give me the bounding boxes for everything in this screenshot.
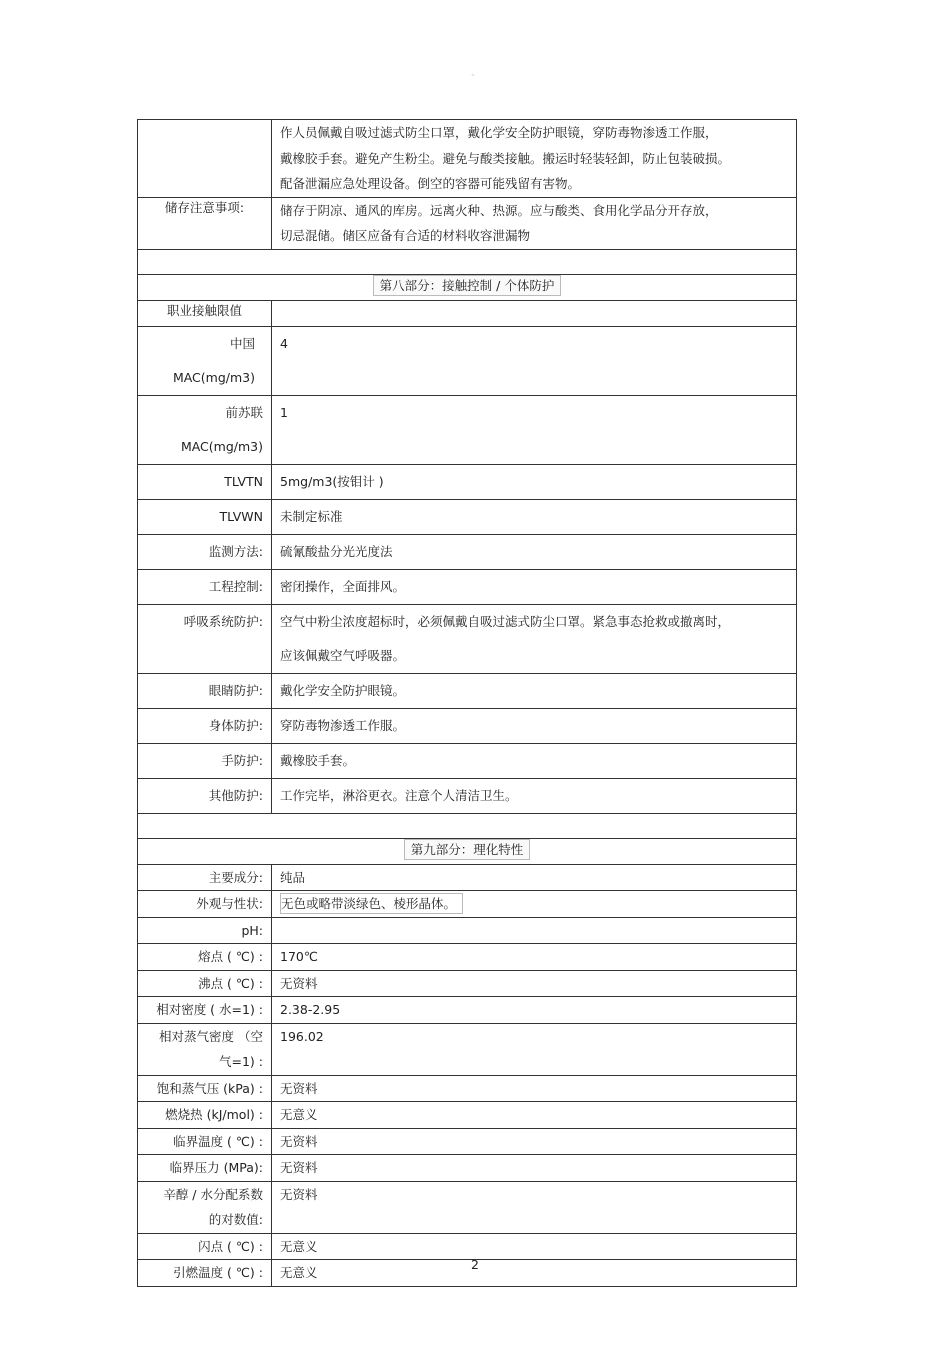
appearance-value: 无色或略带淡绿色、棱形晶体。 bbox=[280, 893, 463, 914]
row-label: pH: bbox=[138, 917, 272, 944]
row-label: 相对密度 ( 水=1) : bbox=[138, 997, 272, 1024]
text-line: 应该佩戴空气呼吸器。 bbox=[280, 647, 406, 663]
row-label: 闪点 ( ℃) : bbox=[138, 1233, 272, 1260]
row-value bbox=[272, 197, 797, 249]
row-label bbox=[138, 120, 272, 198]
text-line: 戴橡胶手套。避免产生粉尘。避免与酸类接触。搬运时轻装轻卸，防止包装破损。 bbox=[280, 150, 731, 166]
text-line: 辛醇 / 水分配系数 bbox=[163, 1186, 263, 1202]
text-line: 空气中粉尘浓度超标时，必须佩戴自吸过滤式防尘口罩。紧急事态抢救或撤离时， bbox=[280, 613, 731, 629]
table-row bbox=[138, 499, 797, 534]
row-label: 储存注意事项: bbox=[138, 197, 272, 249]
row-label: TLVWN bbox=[138, 499, 272, 534]
text-line: 配备泄漏应急处理设备。倒空的容器可能残留有害物。 bbox=[280, 176, 581, 191]
row-value bbox=[272, 300, 797, 326]
table-row bbox=[138, 778, 797, 813]
row-value: 2.38-2.95 bbox=[272, 997, 797, 1024]
table-row bbox=[138, 944, 797, 971]
spacer-row bbox=[138, 249, 797, 274]
row-value: 5mg/m3(按钼计 ) bbox=[272, 464, 797, 499]
section-title-cell bbox=[138, 838, 797, 864]
row-value: 戴化学安全防护眼镜。 bbox=[272, 673, 797, 708]
row-label: 呼吸系统防护: bbox=[138, 604, 272, 673]
row-value bbox=[272, 917, 797, 944]
section-title-cell bbox=[138, 274, 797, 300]
spacer-cell bbox=[138, 813, 797, 838]
text-line: 前苏联 bbox=[225, 404, 263, 420]
table-row bbox=[138, 534, 797, 569]
row-label: 身体防护: bbox=[138, 708, 272, 743]
table-row bbox=[138, 1181, 797, 1233]
table-row bbox=[138, 1075, 797, 1102]
row-value: 4 bbox=[272, 326, 797, 395]
table-row bbox=[138, 120, 797, 198]
table-row bbox=[138, 300, 797, 326]
table-row bbox=[138, 197, 797, 249]
table-row bbox=[138, 1128, 797, 1155]
text-line: 切忌混储。储区应备有合适的材料收容泄漏物 bbox=[280, 228, 531, 243]
exposure-limit-label: 职业接触限值 bbox=[138, 300, 272, 326]
table-row bbox=[138, 395, 797, 464]
row-label: 熔点 ( ℃) : bbox=[138, 944, 272, 971]
table-row bbox=[138, 708, 797, 743]
row-label: 引燃温度 ( ℃) : bbox=[138, 1260, 272, 1287]
row-value: 硫氰酸盐分光光度法 bbox=[272, 534, 797, 569]
table-row bbox=[138, 673, 797, 708]
row-label: 中国 MAC(mg/m3) bbox=[138, 326, 272, 395]
row-value: 无意义 bbox=[272, 1102, 797, 1129]
row-value: 无意义 bbox=[272, 1233, 797, 1260]
table-row bbox=[138, 1233, 797, 1260]
row-value: 无资料 bbox=[272, 1181, 797, 1233]
table-row bbox=[138, 326, 797, 395]
row-label bbox=[138, 395, 272, 464]
row-value: 戴橡胶手套。 bbox=[272, 743, 797, 778]
table-row bbox=[138, 743, 797, 778]
spacer-cell bbox=[138, 249, 797, 274]
table-row bbox=[138, 864, 797, 891]
row-value: 工作完毕，淋浴更衣。注意个人清洁卫生。 bbox=[272, 778, 797, 813]
row-label bbox=[138, 1023, 272, 1075]
text-line: 气=1) : bbox=[219, 1054, 263, 1069]
row-label: 主要成分: bbox=[138, 864, 272, 891]
table-row bbox=[138, 970, 797, 997]
section-9-title: 第九部分：理化特性 bbox=[404, 839, 531, 860]
section-8-title: 第八部分：接触控制 / 个体防护 bbox=[373, 275, 562, 296]
row-value: 纯品 bbox=[272, 864, 797, 891]
row-value bbox=[272, 891, 797, 918]
row-label: 工程控制: bbox=[138, 569, 272, 604]
table-row bbox=[138, 891, 797, 918]
row-value: 无资料 bbox=[272, 1128, 797, 1155]
spacer-row bbox=[138, 813, 797, 838]
row-label: 手防护: bbox=[138, 743, 272, 778]
row-value: 未制定标准 bbox=[272, 499, 797, 534]
row-label: 饱和蒸气压 (kPa) : bbox=[138, 1075, 272, 1102]
header-mark: 。 bbox=[471, 69, 479, 77]
section-8-header bbox=[138, 274, 797, 300]
table-row bbox=[138, 1102, 797, 1129]
row-value: 无意义 bbox=[272, 1260, 797, 1287]
row-value: 穿防毒物渗透工作服。 bbox=[272, 708, 797, 743]
table-row bbox=[138, 464, 797, 499]
msds-table bbox=[137, 119, 797, 1287]
row-value: 无资料 bbox=[272, 970, 797, 997]
table-row bbox=[138, 569, 797, 604]
text-line: 作人员佩戴自吸过滤式防尘口罩，戴化学安全防护眼镜，穿防毒物渗透工作服， bbox=[280, 125, 718, 140]
table-row bbox=[138, 1155, 797, 1182]
row-label: 临界温度 ( ℃) : bbox=[138, 1128, 272, 1155]
row-value: 密闭操作，全面排风。 bbox=[272, 569, 797, 604]
row-value bbox=[272, 604, 797, 673]
row-value: 196.02 bbox=[272, 1023, 797, 1075]
row-label: 眼睛防护: bbox=[138, 673, 272, 708]
row-value: 1 bbox=[272, 395, 797, 464]
row-value: 170℃ bbox=[272, 944, 797, 971]
row-value: 无资料 bbox=[272, 1155, 797, 1182]
text-line: 的对数值: bbox=[208, 1212, 263, 1227]
table-row bbox=[138, 917, 797, 944]
text-line: 相对蒸气密度 （空 bbox=[159, 1028, 263, 1044]
row-label bbox=[138, 1181, 272, 1233]
section-9-header bbox=[138, 838, 797, 864]
row-value bbox=[272, 120, 797, 198]
row-value: 无资料 bbox=[272, 1075, 797, 1102]
row-label: 燃烧热 (kJ/mol) : bbox=[138, 1102, 272, 1129]
row-label: 沸点 ( ℃) : bbox=[138, 970, 272, 997]
table-row bbox=[138, 604, 797, 673]
text-line: 储存于阴凉、通风的库房。远离火种、热源。应与酸类、食用化学品分开存放， bbox=[280, 202, 718, 218]
row-label: 临界压力 (MPa): bbox=[138, 1155, 272, 1182]
table-row bbox=[138, 997, 797, 1024]
row-label: TLVTN bbox=[138, 464, 272, 499]
row-label: 其他防护: bbox=[138, 778, 272, 813]
text-line: MAC(mg/m3) bbox=[180, 438, 263, 454]
table-row bbox=[138, 1023, 797, 1075]
page-number: 2 bbox=[471, 1257, 479, 1272]
row-label: 外观与性状: bbox=[138, 891, 272, 918]
row-label: 监测方法: bbox=[138, 534, 272, 569]
